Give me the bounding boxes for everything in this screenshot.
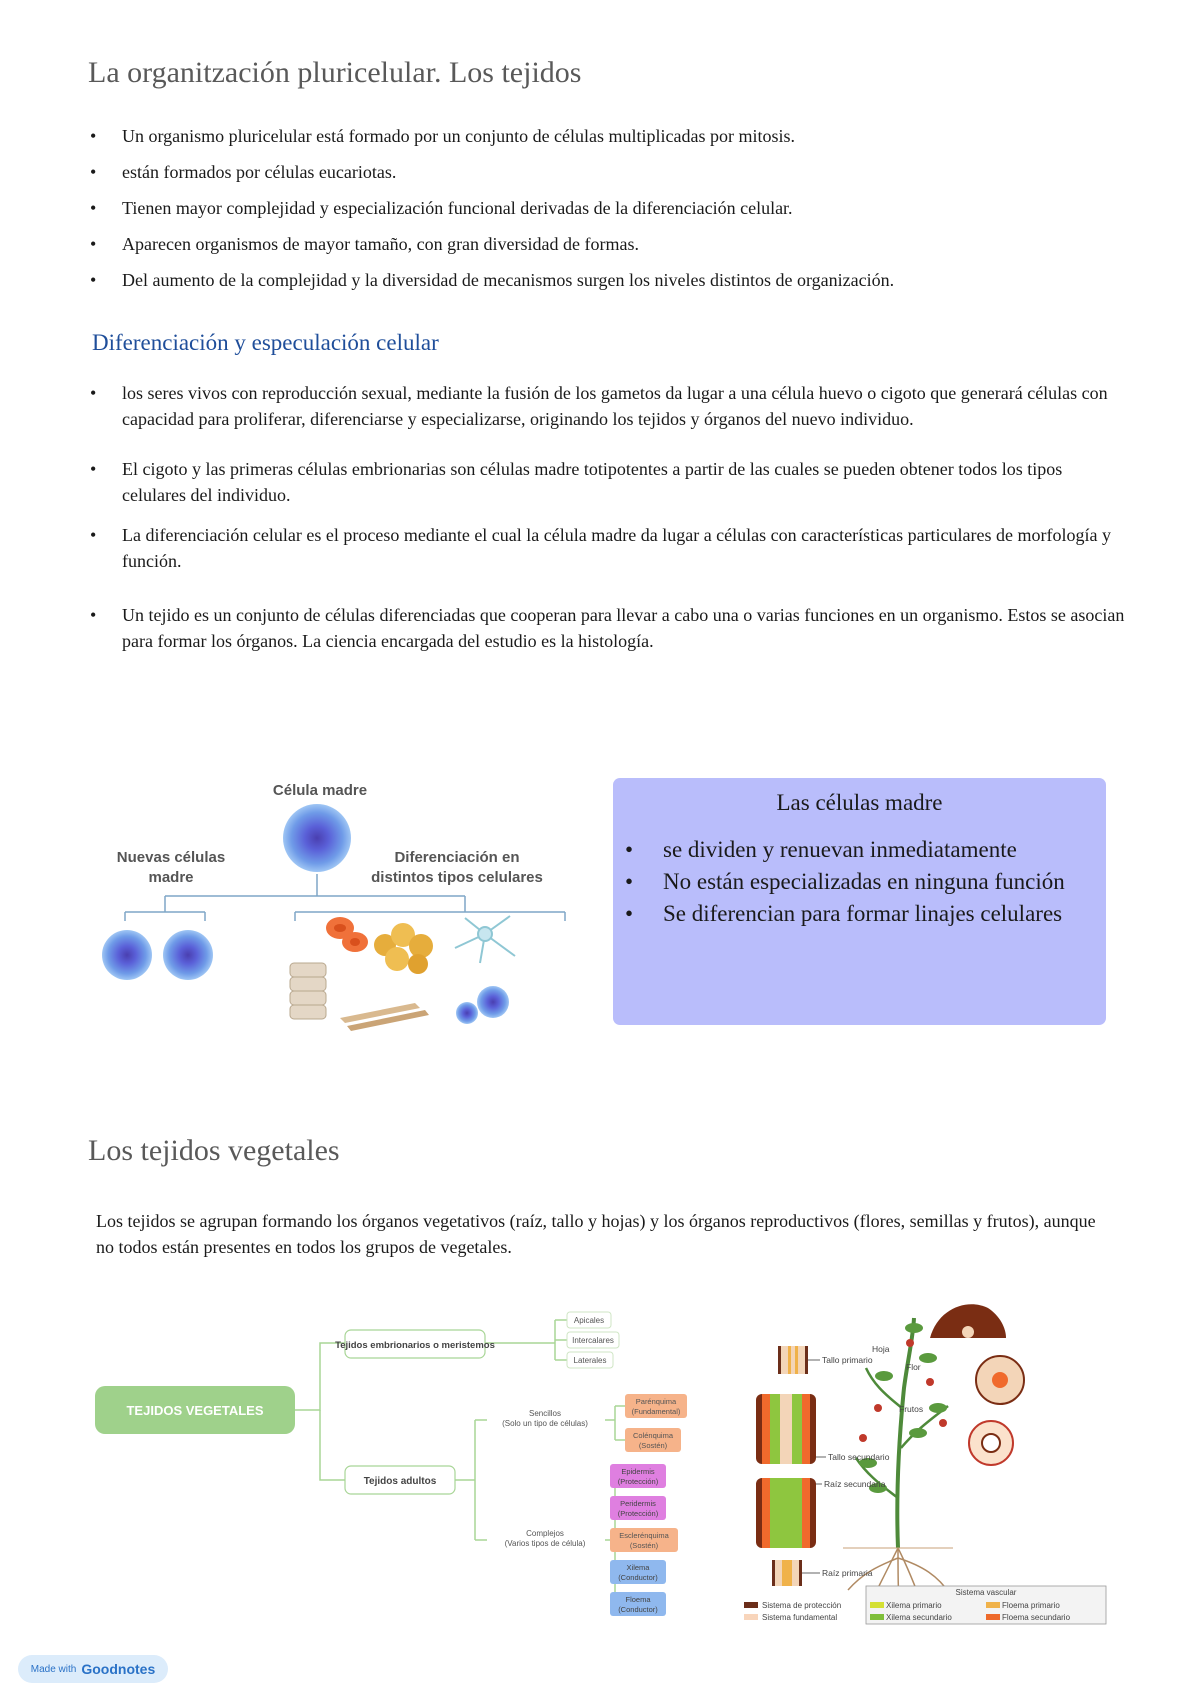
legend-proteccion: Sistema de protección xyxy=(762,1601,842,1610)
meristems-label: Tejidos embrionarios o meristemos xyxy=(335,1340,495,1351)
goodnotes-badge[interactable] xyxy=(18,1655,168,1683)
meristem-type-label: Apicales xyxy=(573,1316,605,1325)
tissue-role: (Conductor) xyxy=(618,1573,658,1582)
label-frutos: Frutos xyxy=(899,1404,924,1414)
tissue-role: (Conductor) xyxy=(618,1605,658,1614)
legend-xilema-secundario: Xilema secundario xyxy=(886,1613,952,1622)
callout-title: Las células madre xyxy=(776,790,943,815)
stem-cell-diagram xyxy=(85,778,585,1068)
tissue-role: (Sostén) xyxy=(638,1441,668,1450)
fat-cells-icon xyxy=(374,923,433,974)
tissue-name: Epidermis xyxy=(621,1467,655,1476)
complex-label: Complejos xyxy=(526,1529,564,1538)
label-raiz-primaria: Raíz primaria xyxy=(822,1568,873,1578)
plant-diagram-svg xyxy=(738,1298,1110,1628)
legend-floema-primario: Floema primario xyxy=(1002,1601,1060,1610)
label-tallo-secundario: Tallo secundario xyxy=(828,1452,890,1462)
red-blood-cells-icon xyxy=(326,917,368,952)
neuron-icon xyxy=(455,916,515,963)
list-item: • Un tejido es un conjunto de células diferenciadas que cooperan para llevar a cabo una o varias funciones en un organismo. Estos se asocian para formar los órganos. La ciencia encargada del estudio es la histología. xyxy=(90,602,1130,654)
plant-tissue-map xyxy=(95,1298,695,1618)
differentiation-bullet-list xyxy=(90,380,1130,654)
secondary-root-icon xyxy=(756,1478,816,1548)
plant-icon xyxy=(856,1318,948,1548)
section-heading-differentiation: Diferenciación y especulación celular xyxy=(92,330,439,355)
goodnotes-logo: Goodnotes xyxy=(81,1661,156,1677)
list-item: • Se diferencian para formar linajes celulares xyxy=(613,898,1106,930)
list-item: • los seres vivos con reproducción sexual, mediante la fusión de los gametos da lugar a una célula huevo o cigoto que generará células con capacidad para proliferar, diferenciarse y especializarse, originando los tejidos y órganos del nuevo individuo. xyxy=(90,380,1130,432)
label-flor: Flor xyxy=(906,1362,921,1372)
meristem-type-label: Laterales xyxy=(573,1356,607,1365)
cartilage-cells-icon xyxy=(290,963,326,1019)
simple-label: Sencillos xyxy=(528,1409,562,1418)
stem-cell-diagram-svg xyxy=(85,778,585,1068)
list-item: • Aparecen organismos de mayor tamaño, con gran diversidad de formas. xyxy=(90,231,1150,257)
tissue-name: Peridermis xyxy=(620,1499,656,1508)
list-item: • No están especializadas en ninguna función xyxy=(613,866,1106,898)
legend-fundamental: Sistema fundamental xyxy=(762,1613,838,1622)
simple-note: (Solo un tipo de células) xyxy=(502,1419,588,1428)
legend-swatch xyxy=(870,1614,884,1620)
plant-diagram xyxy=(738,1298,1110,1628)
label-tallo-primario: Tallo primario xyxy=(822,1355,873,1365)
primary-root-icon xyxy=(772,1560,802,1586)
stem-cells-callout xyxy=(613,778,1106,1025)
primary-stem-icon xyxy=(778,1346,808,1374)
plant-tissues-paragraph: Los tejidos se agrupan formando los órganos vegetativos (raíz, tallo y hojas) y los órganos reproductivos (flores, semillas y frutos), aunque no todos están presentes en todos los grupos de vegetales. xyxy=(96,1211,1096,1257)
list-item: • Del aumento de la complejidad y la diversidad de mecanismos surgen los niveles distintos de organización. xyxy=(90,267,1150,293)
page-title: La organitzación pluricelular. Los tejidos xyxy=(88,56,582,89)
list-item: • Un organismo pluricelular está formado por un conjunto de células multiplicadas por mitosis. xyxy=(90,123,1150,149)
stem-cell-label: Célula madre xyxy=(272,782,368,799)
plant-legend xyxy=(744,1586,1106,1624)
legend-swatch xyxy=(986,1614,1000,1620)
blue-cell-icon xyxy=(477,986,509,1018)
tissue-name: Parénquima xyxy=(635,1397,677,1406)
differentiation-label: Diferenciación en xyxy=(394,849,520,866)
legend-swatch xyxy=(986,1602,1000,1608)
tissue-role: (Protección) xyxy=(617,1477,659,1486)
new-stem-cells-label: Nuevas células xyxy=(116,849,226,866)
complex-note: (Varios tipos de célula) xyxy=(504,1539,586,1548)
tissue-name: Esclerénquima xyxy=(619,1531,669,1540)
stem-cell-icon xyxy=(283,804,351,872)
label-hoja: Hoja xyxy=(872,1344,890,1354)
secondary-stem-icon xyxy=(756,1394,816,1464)
label-raiz-secundaria: Raíz secundaria xyxy=(824,1479,886,1489)
list-item: • Tienen mayor complejidad y especialización funcional derivadas de la diferenciación celular. xyxy=(90,195,1150,221)
legend-floema-secundario: Floema secundario xyxy=(1002,1613,1071,1622)
differentiation-label-2: distintos tipos celulares xyxy=(371,869,543,886)
made-with-label: Made with xyxy=(30,1663,77,1675)
meristem-type-label: Intercalares xyxy=(572,1336,614,1345)
tissue-role: (Fundamental) xyxy=(631,1407,681,1416)
tissue-role: (Protección) xyxy=(617,1509,659,1518)
small-cell-icon xyxy=(456,1002,478,1024)
new-stem-cell-icon xyxy=(163,930,213,980)
root-node-label: TEJIDOS VEGETALES xyxy=(126,1403,264,1418)
tissue-role: (Sostén) xyxy=(629,1541,659,1550)
new-stem-cell-icon xyxy=(102,930,152,980)
plant-tissue-map-svg xyxy=(95,1298,695,1618)
muscle-fibers-icon xyxy=(340,1003,429,1031)
list-item: • La diferenciación celular es el proceso mediante el cual la célula madre da lugar a células con características particulares de morfología y función. xyxy=(90,522,1130,574)
intro-bullet-list xyxy=(90,123,1150,293)
list-item: • El cigoto y las primeras células embrionarias son células madre totipotentes a partir de las cuales se pueden obtener todos los tipos celulares del individuo. xyxy=(90,456,1130,508)
callout-list xyxy=(613,834,1106,930)
legend-swatch xyxy=(744,1602,758,1608)
legend-swatch xyxy=(870,1602,884,1608)
legend-swatch xyxy=(744,1614,758,1620)
list-item: • están formados por células eucariotas. xyxy=(90,159,1150,185)
plant-tissues-heading: Los tejidos vegetales xyxy=(88,1134,340,1167)
tissue-name: Colénquima xyxy=(632,1431,674,1440)
new-stem-cells-label-2: madre xyxy=(148,869,194,886)
legend-title: Sistema vascular xyxy=(955,1588,1017,1597)
tissue-name: Xilema xyxy=(626,1563,650,1572)
list-item: • se dividen y renuevan inmediatamente xyxy=(613,834,1106,866)
adult-tissues-label: Tejidos adultos xyxy=(363,1476,437,1487)
tissue-name: Floema xyxy=(625,1595,651,1604)
legend-xilema-primario: Xilema primario xyxy=(886,1601,942,1610)
